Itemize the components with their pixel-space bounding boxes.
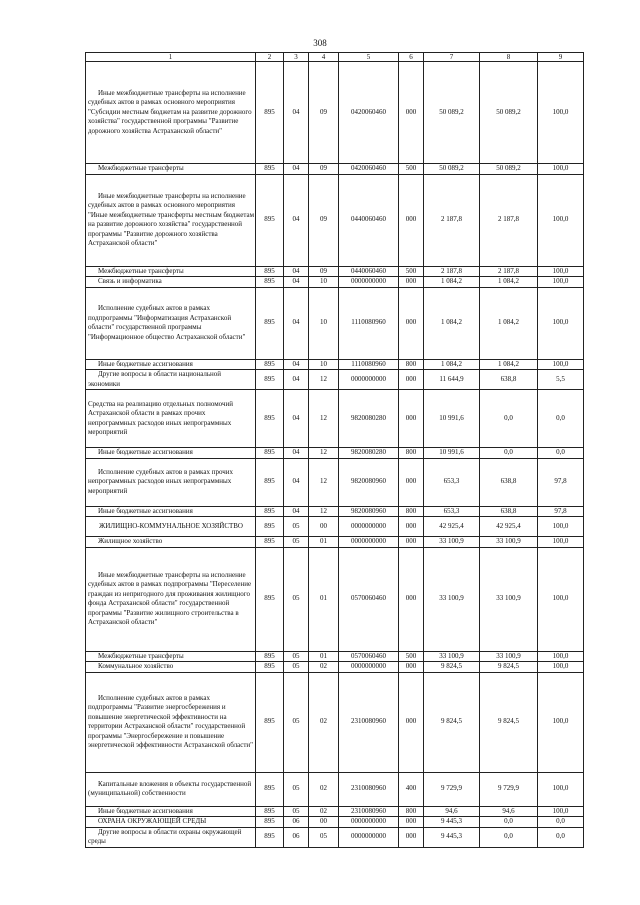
- cell-c9: 100,0: [538, 547, 584, 651]
- cell-c4: 00: [309, 817, 339, 828]
- cell-c7: 1 084,2: [424, 277, 480, 288]
- cell-c7: 33 100,9: [424, 651, 480, 662]
- row-name: ОХРАНА ОКРУЖАЮЩЕЙ СРЕДЫ: [86, 817, 256, 828]
- cell-c2: 895: [256, 448, 284, 459]
- table-row: [86, 537, 584, 548]
- cell-c8: 9 824,5: [480, 672, 538, 772]
- cell-c4: 10: [309, 287, 339, 359]
- cell-c4: 02: [309, 772, 339, 806]
- cell-c2: 895: [256, 359, 284, 370]
- cell-c4: 12: [309, 448, 339, 459]
- cell-c5: 0570060460: [339, 651, 399, 662]
- header-row: [86, 53, 584, 62]
- row-name: Иные бюджетные ассигнования: [86, 806, 256, 817]
- cell-c3: 05: [284, 772, 309, 806]
- table-row: [86, 390, 584, 448]
- row-name: Межбюджетные трансферты: [86, 164, 256, 175]
- cell-c2: 895: [256, 817, 284, 828]
- cell-c3: 05: [284, 662, 309, 673]
- cell-c6: 800: [399, 448, 424, 459]
- cell-c6: 400: [399, 772, 424, 806]
- page-number: 308: [313, 38, 327, 48]
- cell-c9: 100,0: [538, 806, 584, 817]
- cell-c3: 05: [284, 517, 309, 537]
- cell-c5: 0000000000: [339, 662, 399, 673]
- cell-c9: 100,0: [538, 164, 584, 175]
- cell-c8: 0,0: [480, 827, 538, 847]
- cell-c6: 000: [399, 458, 424, 506]
- cell-c7: 1 084,2: [424, 287, 480, 359]
- table-row: [86, 359, 584, 370]
- cell-c7: 1 084,2: [424, 359, 480, 370]
- header-cell: 1: [86, 53, 256, 62]
- table-row: [86, 547, 584, 651]
- cell-c8: 1 084,2: [480, 277, 538, 288]
- cell-c9: 0,0: [538, 390, 584, 448]
- cell-c8: 50 089,2: [480, 164, 538, 175]
- cell-c5: 9820080960: [339, 506, 399, 517]
- cell-c6: 000: [399, 370, 424, 390]
- cell-c5: 0440060460: [339, 174, 399, 266]
- cell-c3: 04: [284, 164, 309, 175]
- cell-c5: 0570060460: [339, 547, 399, 651]
- cell-c9: 100,0: [538, 277, 584, 288]
- cell-c4: 01: [309, 537, 339, 548]
- table-row: [86, 806, 584, 817]
- cell-c9: 100,0: [538, 672, 584, 772]
- cell-c8: 0,0: [480, 390, 538, 448]
- cell-c3: 05: [284, 547, 309, 651]
- cell-c6: 000: [399, 662, 424, 673]
- cell-c9: 97,8: [538, 506, 584, 517]
- cell-c8: 94,6: [480, 806, 538, 817]
- cell-c5: 2310080960: [339, 772, 399, 806]
- row-name: Исполнение судебных актов в рамках подпрограммы "Информатизация Астраханской области" государственной программы "Информационное общество Астраханской области": [86, 287, 256, 359]
- cell-c7: 42 925,4: [424, 517, 480, 537]
- cell-c8: 33 100,9: [480, 651, 538, 662]
- cell-c5: 1110080960: [339, 287, 399, 359]
- cell-c2: 895: [256, 547, 284, 651]
- header-cell: 7: [424, 53, 480, 62]
- row-name: Иные межбюджетные трансферты на исполнение судебных актов в рамках основного мероприятия "Субсидии местным бюджетам на развитие дорожного хозяйства" государственной программы "Развитие дорожного хозяйства Астраханской области": [86, 62, 256, 164]
- cell-c7: 2 187,8: [424, 174, 480, 266]
- cell-c4: 09: [309, 164, 339, 175]
- cell-c5: 0420060460: [339, 164, 399, 175]
- table-row: [86, 517, 584, 537]
- cell-c3: 05: [284, 672, 309, 772]
- header-cell: 9: [538, 53, 584, 62]
- cell-c8: 33 100,9: [480, 537, 538, 548]
- cell-c6: 000: [399, 174, 424, 266]
- table-row: [86, 827, 584, 847]
- row-name: Иные межбюджетные трансферты на исполнение судебных актов в рамках основного мероприятия "Иные межбюджетные трансферты местным бюджетам на развитие дорожного хозяйства" государственной программы "Развитие дорожного хозяйства Астраханской области": [86, 174, 256, 266]
- cell-c9: 0,0: [538, 817, 584, 828]
- row-name: Другие вопросы в области охраны окружающей среды: [86, 827, 256, 847]
- cell-c7: 2 187,8: [424, 266, 480, 277]
- cell-c2: 895: [256, 164, 284, 175]
- cell-c6: 000: [399, 537, 424, 548]
- cell-c5: 0000000000: [339, 817, 399, 828]
- cell-c7: 50 089,2: [424, 62, 480, 164]
- cell-c8: 2 187,8: [480, 174, 538, 266]
- cell-c5: 0000000000: [339, 827, 399, 847]
- cell-c6: 000: [399, 547, 424, 651]
- cell-c9: 100,0: [538, 359, 584, 370]
- cell-c2: 895: [256, 174, 284, 266]
- header-cell: 2: [256, 53, 284, 62]
- row-name: Межбюджетные трансферты: [86, 266, 256, 277]
- cell-c8: 638,8: [480, 458, 538, 506]
- cell-c3: 04: [284, 448, 309, 459]
- cell-c5: 0000000000: [339, 277, 399, 288]
- cell-c2: 895: [256, 517, 284, 537]
- cell-c4: 10: [309, 277, 339, 288]
- cell-c4: 12: [309, 506, 339, 517]
- cell-c9: 100,0: [538, 266, 584, 277]
- cell-c6: 500: [399, 651, 424, 662]
- budget-table: [85, 52, 584, 848]
- cell-c8: 0,0: [480, 817, 538, 828]
- cell-c2: 895: [256, 537, 284, 548]
- header-cell: 5: [339, 53, 399, 62]
- table-row: [86, 662, 584, 673]
- cell-c3: 04: [284, 370, 309, 390]
- table-row: [86, 370, 584, 390]
- cell-c2: 895: [256, 651, 284, 662]
- cell-c8: 42 925,4: [480, 517, 538, 537]
- table-row: [86, 174, 584, 266]
- cell-c6: 000: [399, 390, 424, 448]
- cell-c2: 895: [256, 277, 284, 288]
- cell-c4: 01: [309, 651, 339, 662]
- cell-c2: 895: [256, 266, 284, 277]
- header-cell: 6: [399, 53, 424, 62]
- cell-c7: 653,3: [424, 506, 480, 517]
- cell-c5: 2310080960: [339, 806, 399, 817]
- cell-c4: 09: [309, 266, 339, 277]
- cell-c3: 04: [284, 174, 309, 266]
- cell-c3: 06: [284, 827, 309, 847]
- cell-c9: 100,0: [538, 772, 584, 806]
- row-name: Связь и информатика: [86, 277, 256, 288]
- cell-c6: 000: [399, 62, 424, 164]
- table-row: [86, 164, 584, 175]
- cell-c2: 895: [256, 506, 284, 517]
- cell-c2: 895: [256, 662, 284, 673]
- row-name: Иные бюджетные ассигнования: [86, 359, 256, 370]
- cell-c3: 04: [284, 62, 309, 164]
- cell-c6: 800: [399, 506, 424, 517]
- table-row: [86, 266, 584, 277]
- table-row: [86, 817, 584, 828]
- table-row: [86, 672, 584, 772]
- cell-c3: 04: [284, 266, 309, 277]
- cell-c9: 100,0: [538, 651, 584, 662]
- cell-c2: 895: [256, 287, 284, 359]
- cell-c9: 0,0: [538, 827, 584, 847]
- cell-c6: 000: [399, 517, 424, 537]
- cell-c8: 9 729,9: [480, 772, 538, 806]
- cell-c3: 05: [284, 651, 309, 662]
- cell-c2: 895: [256, 806, 284, 817]
- cell-c8: 9 824,5: [480, 662, 538, 673]
- cell-c6: 800: [399, 806, 424, 817]
- cell-c8: 1 084,2: [480, 359, 538, 370]
- cell-c5: 0420060460: [339, 62, 399, 164]
- cell-c6: 000: [399, 277, 424, 288]
- table-row: [86, 62, 584, 164]
- table-row: [86, 772, 584, 806]
- cell-c3: 04: [284, 506, 309, 517]
- row-name: Исполнение судебных актов в рамках подпрограммы "Развитие энергосбережения и повышение энергетической эффективности на территории Астраханской области" государственной программы "Энергосбережение и повышение энергетической эффективности Астраханской области": [86, 672, 256, 772]
- cell-c5: 9820080280: [339, 390, 399, 448]
- cell-c8: 33 100,9: [480, 547, 538, 651]
- cell-c2: 895: [256, 62, 284, 164]
- cell-c4: 02: [309, 672, 339, 772]
- table-row: [86, 458, 584, 506]
- cell-c4: 02: [309, 662, 339, 673]
- cell-c7: 10 991,6: [424, 448, 480, 459]
- cell-c3: 04: [284, 277, 309, 288]
- cell-c6: 000: [399, 287, 424, 359]
- cell-c2: 895: [256, 672, 284, 772]
- cell-c5: 0000000000: [339, 537, 399, 548]
- cell-c4: 01: [309, 547, 339, 651]
- header-cell: 3: [284, 53, 309, 62]
- cell-c4: 00: [309, 517, 339, 537]
- cell-c4: 12: [309, 370, 339, 390]
- cell-c9: 100,0: [538, 537, 584, 548]
- row-name: Иные бюджетные ассигнования: [86, 506, 256, 517]
- cell-c6: 500: [399, 266, 424, 277]
- cell-c9: 5,5: [538, 370, 584, 390]
- cell-c7: 9 445,3: [424, 827, 480, 847]
- cell-c9: 100,0: [538, 517, 584, 537]
- row-name: Средства на реализацию отдельных полномочий Астраханской области в рамках прочих непрограммных расходов иных непрограммных мероприятий: [86, 390, 256, 448]
- cell-c7: 33 100,9: [424, 537, 480, 548]
- cell-c7: 9 445,3: [424, 817, 480, 828]
- cell-c7: 11 644,9: [424, 370, 480, 390]
- cell-c6: 000: [399, 672, 424, 772]
- cell-c6: 000: [399, 817, 424, 828]
- header-cell: 8: [480, 53, 538, 62]
- cell-c8: 638,8: [480, 506, 538, 517]
- cell-c8: 2 187,8: [480, 266, 538, 277]
- cell-c4: 09: [309, 174, 339, 266]
- cell-c9: 100,0: [538, 662, 584, 673]
- table-row: [86, 506, 584, 517]
- cell-c3: 05: [284, 806, 309, 817]
- cell-c3: 04: [284, 390, 309, 448]
- cell-c9: 97,8: [538, 458, 584, 506]
- row-name: Иные бюджетные ассигнования: [86, 448, 256, 459]
- cell-c7: 50 089,2: [424, 164, 480, 175]
- row-name: Другие вопросы в области национальной экономики: [86, 370, 256, 390]
- cell-c3: 06: [284, 817, 309, 828]
- cell-c4: 12: [309, 458, 339, 506]
- table-row: [86, 287, 584, 359]
- table-row: [86, 448, 584, 459]
- cell-c2: 895: [256, 827, 284, 847]
- cell-c5: 0440060460: [339, 266, 399, 277]
- cell-c4: 10: [309, 359, 339, 370]
- cell-c3: 04: [284, 287, 309, 359]
- cell-c4: 09: [309, 62, 339, 164]
- row-name: ЖИЛИЩНО-КОММУНАЛЬНОЕ ХОЗЯЙСТВО: [86, 517, 256, 537]
- cell-c5: 9820080960: [339, 458, 399, 506]
- cell-c3: 04: [284, 458, 309, 506]
- cell-c4: 05: [309, 827, 339, 847]
- cell-c5: 9820080280: [339, 448, 399, 459]
- cell-c5: 1110080960: [339, 359, 399, 370]
- cell-c3: 05: [284, 537, 309, 548]
- cell-c3: 04: [284, 359, 309, 370]
- cell-c9: 0,0: [538, 448, 584, 459]
- cell-c2: 895: [256, 370, 284, 390]
- cell-c7: 10 991,6: [424, 390, 480, 448]
- cell-c2: 895: [256, 458, 284, 506]
- cell-c8: 1 084,2: [480, 287, 538, 359]
- row-name: Капитальные вложения в объекты государственной (муниципальной) собственности: [86, 772, 256, 806]
- cell-c2: 895: [256, 390, 284, 448]
- cell-c7: 9 824,5: [424, 672, 480, 772]
- cell-c2: 895: [256, 772, 284, 806]
- cell-c6: 500: [399, 164, 424, 175]
- cell-c6: 000: [399, 827, 424, 847]
- row-name: Межбюджетные трансферты: [86, 651, 256, 662]
- cell-c9: 100,0: [538, 287, 584, 359]
- row-name: Иные межбюджетные трансферты на исполнение судебных актов в рамках подпрограммы "Переселение граждан из непригодного для проживания жилищного фонда Астраханской области" государственной программы "Развитие жилищного строительства в Астраханской области": [86, 547, 256, 651]
- row-name: Исполнение судебных актов в рамках прочих непрограммных расходов иных непрограммных мероприятий: [86, 458, 256, 506]
- cell-c5: 2310080960: [339, 672, 399, 772]
- cell-c7: 33 100,9: [424, 547, 480, 651]
- cell-c4: 02: [309, 806, 339, 817]
- cell-c7: 653,3: [424, 458, 480, 506]
- cell-c5: 0000000000: [339, 370, 399, 390]
- cell-c9: 100,0: [538, 174, 584, 266]
- cell-c5: 0000000000: [339, 517, 399, 537]
- cell-c8: 638,8: [480, 370, 538, 390]
- header-cell: 4: [309, 53, 339, 62]
- cell-c8: 0,0: [480, 448, 538, 459]
- cell-c7: 94,6: [424, 806, 480, 817]
- cell-c8: 50 089,2: [480, 62, 538, 164]
- cell-c9: 100,0: [538, 62, 584, 164]
- cell-c7: 9 824,5: [424, 662, 480, 673]
- cell-c4: 12: [309, 390, 339, 448]
- table-row: [86, 277, 584, 288]
- cell-c7: 9 729,9: [424, 772, 480, 806]
- row-name: Коммунальное хозяйство: [86, 662, 256, 673]
- cell-c6: 800: [399, 359, 424, 370]
- row-name: Жилищное хозяйство: [86, 537, 256, 548]
- table-row: [86, 651, 584, 662]
